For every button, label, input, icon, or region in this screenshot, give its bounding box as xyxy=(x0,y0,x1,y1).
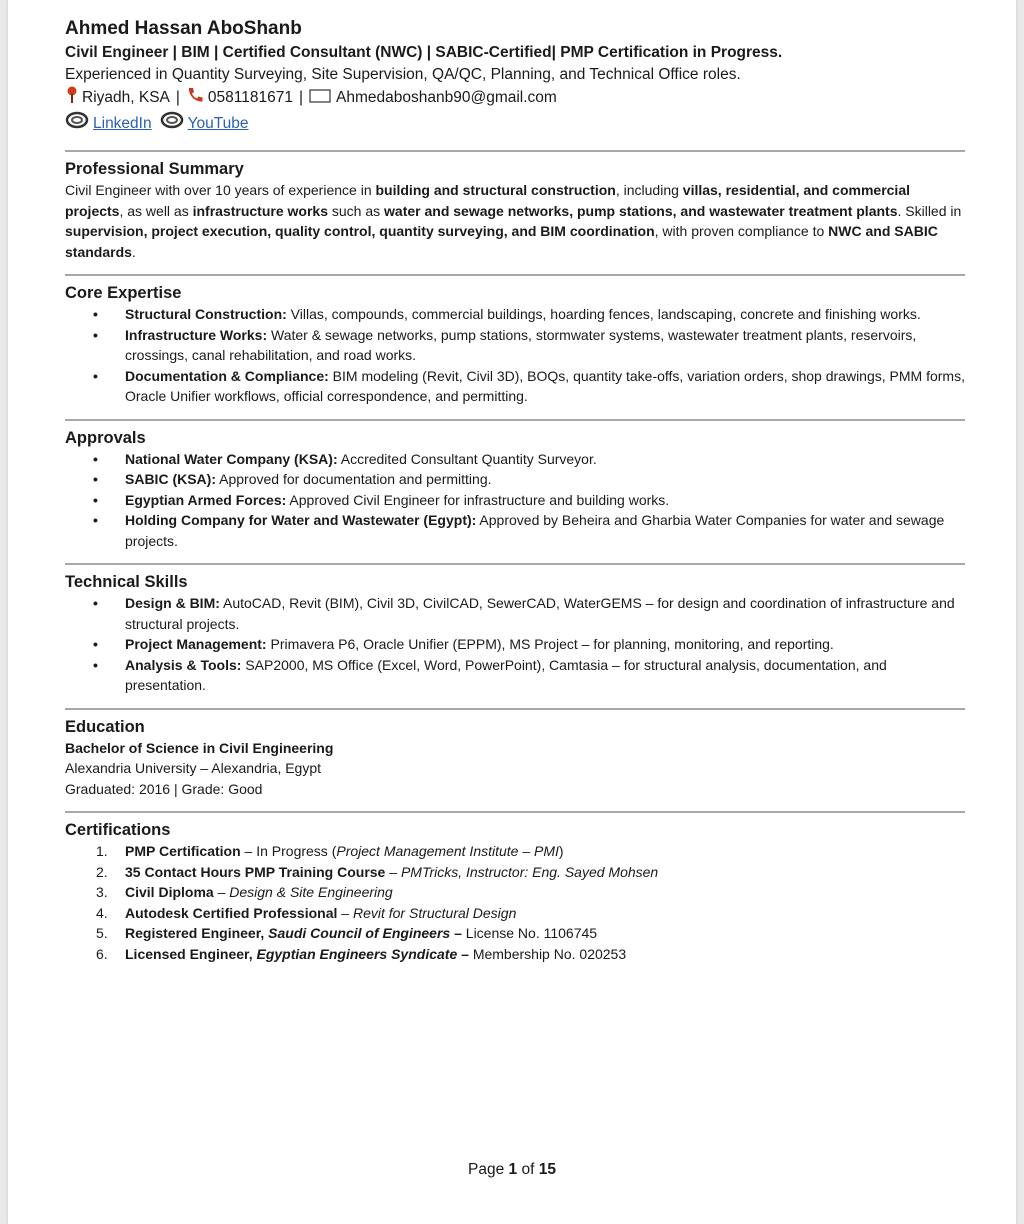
item-text: Water & sewage networks, pump stations, stormwater systems, wastewater treatment plants, reservoirs, crossings, canal rehabilitation, and road works. xyxy=(125,326,917,363)
item-text: SAP2000, MS Office (Excel, Word, PowerPoint), Camtasia – for structural analysis, documentation, and presentation. xyxy=(125,656,887,693)
summary-section xyxy=(65,152,965,262)
expertise-section xyxy=(65,276,965,407)
approvals-list xyxy=(65,449,965,552)
summary-run: , including xyxy=(615,182,683,198)
summary-run: water and sewage networks, pump stations, and wastewater treatment plants xyxy=(384,202,898,219)
linkedin-link[interactable]: LinkedIn xyxy=(93,115,152,132)
list-item: 2. 35 Contact Hours PMP Training Course – PMTricks, Instructor: Eng. Sayed Mohsen xyxy=(65,862,965,883)
bullet-icon: • xyxy=(93,512,98,528)
summary-run: building and structural construction xyxy=(375,182,616,198)
summary-run: such as xyxy=(327,202,385,219)
education-section xyxy=(65,710,965,800)
bullet-icon: • xyxy=(93,471,98,487)
bullet-icon: • xyxy=(93,450,98,467)
summary-run: , with proven compliance to xyxy=(654,223,829,239)
list-item xyxy=(65,469,965,490)
section-title: Approvals xyxy=(65,428,146,447)
degree: Bachelor of Science in Civil Engineering xyxy=(65,739,334,756)
list-item: 4. Autodesk Certified Professional – Revit for Structural Design xyxy=(65,903,965,924)
section-title: Professional Summary xyxy=(65,160,244,178)
item-number: 5. xyxy=(96,925,108,941)
separator: | xyxy=(298,89,304,106)
list-item xyxy=(65,325,965,366)
item-number: 3. xyxy=(96,884,108,900)
item-label: Documentation & Compliance: xyxy=(125,367,329,384)
phone-text: 0581181671 xyxy=(207,89,293,106)
map-pin-icon xyxy=(65,86,79,110)
list-item xyxy=(65,490,965,511)
location-text: Riyadh, KSA xyxy=(82,89,170,106)
document-page xyxy=(8,0,1016,1224)
item-text: Approved for documentation and permitting. xyxy=(216,471,492,487)
section-title: Education xyxy=(65,717,145,736)
item-label: Project Management: xyxy=(125,636,267,652)
list-item xyxy=(65,510,965,551)
social-links xyxy=(65,110,965,138)
item-text: BIM modeling (Revit, Civil 3D), BOQs, quantity take-offs, variation orders, shop drawings, PMM forms, Oracle Unifier workflows, official correspondence, and permitting. xyxy=(125,367,965,404)
link-icon xyxy=(160,110,184,138)
list-item xyxy=(65,366,965,407)
item-text: Villas, compounds, commercial buildings, hoarding fences, landscaping, concrete and finishing works. xyxy=(286,306,921,322)
headline: Civil Engineer | BIM | Certified Consultant (NWC) | SABIC-Certified| PMP Certification in Progress. xyxy=(65,44,783,61)
separator: | xyxy=(175,89,180,106)
list-item: 6. Licensed Engineer, Egyptian Engineers Syndicate – Membership No. 020253 xyxy=(65,944,965,965)
email-icon xyxy=(309,86,331,110)
item-label: Egyptian Armed Forces: xyxy=(125,491,287,508)
list-item: 5. Registered Engineer, Saudi Council of Engineers – License No. 1106745 xyxy=(65,923,965,944)
contact-line xyxy=(65,86,965,110)
bullet-icon: • xyxy=(93,656,98,673)
approvals-section xyxy=(65,421,965,552)
phone-icon xyxy=(186,86,204,110)
section-title: Core Expertise xyxy=(65,284,182,302)
item-label: National Water Company (KSA): xyxy=(125,450,338,467)
list-item: 3. Civil Diploma – Design & Site Engineering xyxy=(65,882,965,903)
expertise-list xyxy=(65,304,965,407)
summary-run: Civil Engineer with over 10 years of experience in xyxy=(65,182,376,198)
section-title: Certifications xyxy=(65,821,171,839)
item-label: Structural Construction: xyxy=(125,306,287,322)
bullet-icon: • xyxy=(93,595,98,611)
summary-run: NWC and SABIC standards xyxy=(65,223,938,260)
skills-list xyxy=(65,593,965,696)
candidate-name: Ahmed Hassan AboShanb xyxy=(65,18,302,39)
bullet-icon: • xyxy=(93,491,98,508)
item-number: 6. xyxy=(96,945,108,962)
item-label: SABIC (KSA): xyxy=(125,471,216,487)
summary-paragraph xyxy=(65,180,965,262)
list-item xyxy=(65,304,965,325)
certifications-list xyxy=(65,841,965,964)
certifications-section xyxy=(65,813,965,964)
page-number: Page 1 of 15 xyxy=(468,1161,556,1178)
list-item: 1. PMP Certification – In Progress (Project Management Institute – PMI) xyxy=(65,841,965,862)
item-number: 4. xyxy=(96,904,108,921)
summary-run: . Skilled in xyxy=(897,202,962,219)
item-label: Infrastructure Works: xyxy=(125,326,268,343)
tagline: Experienced in Quantity Surveying, Site Supervision, QA/QC, Planning, and Technical Office roles. xyxy=(65,66,741,83)
list-item xyxy=(65,593,965,634)
item-number: 2. xyxy=(96,863,108,880)
list-item xyxy=(65,449,965,470)
summary-run: supervision, project execution, quality control, quantity surveying, and BIM coordination xyxy=(65,223,655,239)
link-icon xyxy=(65,110,89,138)
list-item xyxy=(65,655,965,696)
item-text: AutoCAD, Revit (BIM), Civil 3D, CivilCAD, SewerCAD, WaterGEMS – for design and coordination of infrastructure and structural projects. xyxy=(125,595,955,632)
bullet-icon: • xyxy=(93,367,98,384)
bullet-icon: • xyxy=(93,326,98,343)
item-text: Approved Civil Engineer for infrastructure and building works. xyxy=(286,491,670,508)
section-title: Technical Skills xyxy=(65,573,188,591)
list-item xyxy=(65,634,965,655)
school: Alexandria University – Alexandria, Egypt xyxy=(65,760,322,776)
item-text: Approved by Beheira and Gharbia Water Companies for water and sewage projects. xyxy=(125,512,945,549)
bullet-icon: • xyxy=(93,636,98,652)
skills-section xyxy=(65,565,965,696)
item-label: Holding Company for Water and Wastewater (Egypt): xyxy=(125,512,477,528)
summary-run: , as well as xyxy=(119,202,193,219)
summary-run: infrastructure works xyxy=(192,202,328,219)
item-label: Design & BIM: xyxy=(125,595,220,611)
youtube-link[interactable]: YouTube xyxy=(187,115,249,132)
item-number: 1. xyxy=(96,843,108,859)
graduation-info: Graduated: 2016 | Grade: Good xyxy=(65,780,263,797)
item-text: Accredited Consultant Quantity Surveyor. xyxy=(337,450,597,467)
item-text: Primavera P6, Oracle Unifier (EPPM), MS Project – for planning, monitoring, and reporting. xyxy=(266,636,834,652)
item-label: Analysis & Tools: xyxy=(125,656,242,673)
summary-run: . xyxy=(131,243,136,260)
email-text[interactable]: Ahmedaboshanb90@gmail.com xyxy=(336,89,557,106)
resume-content xyxy=(65,16,965,964)
summary-run: villas, residential, and commercial projects xyxy=(65,182,910,219)
bullet-icon: • xyxy=(93,306,98,322)
